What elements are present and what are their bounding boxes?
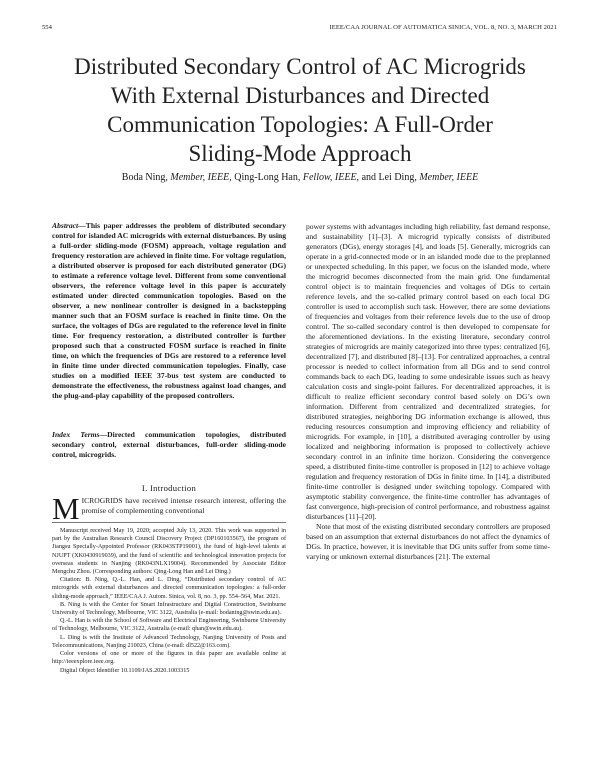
body-paragraph: power systems with advantages including high reliability, fast demand response, and sustainability [1]–[3]. A microgrid typically consists of distributed generators (DGs), energy storages [4], and loads [5]. Generally, microgrids can operate in a grid-connected mode or in an islanded mode due to the preplanned or unexpected scheduling. In this paper, we focus on the islanded mode, where the microgrid becomes disconnected from the main grid. One fundamental control object is to maintain frequencies and voltages of DGs to certain reference levels, and the so-called primary control based on each local DG controller is used to accomplish such task. However, there are some deviations of frequencies and voltages from their reference levels due to the use of droop control. The so-called secondary control is then developed to compensate for the aforementioned deviations. In the existing literature, secondary control strategies of microgrids are mainly categorized into three types: centralized [6], decentralized [7], and distributed [8]–[13]. For centralized approaches, a central processor is needed to collect information from all DGs and to send control commands back to each DG, leading to some undesirable issues such as heavy calculation costs and single-point failures. For decentralized approaches, it is difficult to realize efficient secondary control based solely on DG’s own information. Different from centralized and decentralized strategies, for distributed strategies, neighboring DG information exchange is allowed, thus reducing resources consumption and improving efficiency and reliability of microgrids. For example, in [10], a distributed averaging controller by using localized and neighboring information is proposed to collectively achieve secondary control in an infinite time horizon. Considering the convergence speed, a distributed finite-time controller is proposed in [12] to achieve voltage regulation and frequency restoration of DGs in finite time. In [14], a distributed finite-time controller is designed under switching topology. Compared with asymptotic stability convergence, the finite-time controller has advantages of fast convergence, high-precision of control performance, and robustness against disturbances [11]–[20].: [306, 222, 550, 521]
footnote: B. Ning is with the Center for Smart Infrastructure and Digital Construction, Swinburne University of Technology, Melbourne, VIC 3122, Australia (e-mail: bodaning@swin.edu.au).: [52, 601, 286, 617]
page-number: 554: [42, 24, 52, 31]
footnotes: [52, 527, 286, 676]
title-line: Sliding-Mode Approach: [188, 141, 412, 166]
title-line: Communication Topologies: A Full-Order: [107, 112, 493, 137]
author-role: Member, IEEE: [419, 172, 479, 183]
abstract-label: Abstract—: [52, 221, 86, 230]
title-line: Distributed Secondary Control of AC Microgrids: [74, 54, 526, 79]
body-paragraph: Note that most of the existing distributed secondary controllers are proposed based on an assumption that external disturbances do not affect the dynamics of DGs. In practice, however, it is inevitable that DG units suffer from some time-varying or unknown external disturbances [21]. The external: [306, 522, 550, 561]
journal-header: IEEE/CAA JOURNAL OF AUTOMATICA SINICA, VOL. 8, NO. 3, MARCH 2021: [329, 24, 557, 31]
footnote: Citation: B. Ning, Q.-L. Han, and L. Ding, “Distributed secondary control of AC microgrids with external disturbances and directed communication topologies: a full-order sliding-mode approach,” IEEE/CAA J. Autom. Sinica, vol. 8, no. 3, pp. 554–564, Mar. 2021.: [52, 577, 286, 600]
footnote: Manuscript received May 19, 2020; accepted July 13, 2020. This work was supported in part by the Australian Research Council Discovery Project (DP160103567), the program of Jiangsu Specially-Appointed Professor (RK043STP19001), the fund of high-level talents at NJUPT (XK0430919039), and the fund of scientific and technological innovation projects for overseas students in Nanjing (RK043NLX19004). Recommended by Associate Editor Mengchu Zhou. (Corresponding authors: Qing-Long Han and Lei Ding.): [52, 528, 286, 576]
author-name: Boda Ning,: [121, 172, 168, 183]
title-line: With External Disturbances and Directed: [110, 83, 490, 108]
paper-title: [40, 52, 560, 168]
intro-first-word: ICROGRIDS: [81, 496, 123, 505]
footnote: Color versions of one or more of the figures in this paper are available online at http://ieeexplore.ieee.org.: [52, 651, 286, 666]
abstract-text: This paper addresses the problem of distributed secondary control for islanded AC microgrids with external disturbances. By using a full-order sliding-mode (FOSM) approach, voltage regulation and frequency restoration are achieved in finite time. For voltage regulation, a distributed observer is proposed for each distributed generator (DG) to estimate a reference voltage level. Different from some conventional observers, the reference voltage level in this paper is accurately estimated under directed communication topologies. Based on the observer, a new nonlinear controller is designed in a backstepping manner such that an FOSM surface is reached in finite time. On the surface, the voltages of DGs are regulated to the reference level in finite time. For frequency restoration, a distributed controller is further proposed such that a constructed FOSM surface is reached in finite time, on which the frequencies of DGs are restored to a reference level in finite time under directed communication topologies. Finally, case studies on a modified IEEE 37-bus test system are conducted to demonstrate the effectiveness, the robustness against load changes, and the plug-and-play capability of the proposed controllers.: [52, 221, 286, 400]
author-name: and Lei Ding,: [361, 172, 417, 183]
intro-paragraph: [52, 491, 286, 526]
drop-cap: M: [52, 491, 80, 526]
author-name: Qing-Long Han,: [234, 172, 301, 183]
author-role: Fellow, IEEE,: [302, 172, 360, 183]
footnote-divider: [52, 522, 286, 523]
section-heading: I. Introduction: [141, 483, 197, 493]
author-role: Member, IEEE,: [170, 172, 232, 183]
footnote: Q.-L. Han is with the School of Software and Electrical Engineering, Swinburne University of Technology, Melbourne, VIC 3122, Australia (e-mail: qhan@swin.edu.au).: [52, 618, 286, 633]
right-column: [306, 222, 550, 562]
footnote: L. Ding is with the Institute of Advanced Technology, Nanjing University of Posts and Telecommunications, Nanjing 210023, China (e-mail: dl522@163.com).: [52, 634, 286, 649]
abstract: [52, 221, 286, 401]
index-terms-label: Index Terms—: [52, 430, 108, 439]
author-list: [40, 172, 560, 183]
intro-text: have received intense research interest, offering the promise of complementing conventional: [81, 496, 286, 515]
index-terms-text: Directed communication topologies, distributed secondary control, external disturbances, full-order sliding-mode control, microgrids.: [52, 430, 287, 459]
index-terms: [52, 430, 286, 460]
doi: Digital Object Identifier 10.1109/JAS.2020.1003315: [60, 668, 190, 675]
